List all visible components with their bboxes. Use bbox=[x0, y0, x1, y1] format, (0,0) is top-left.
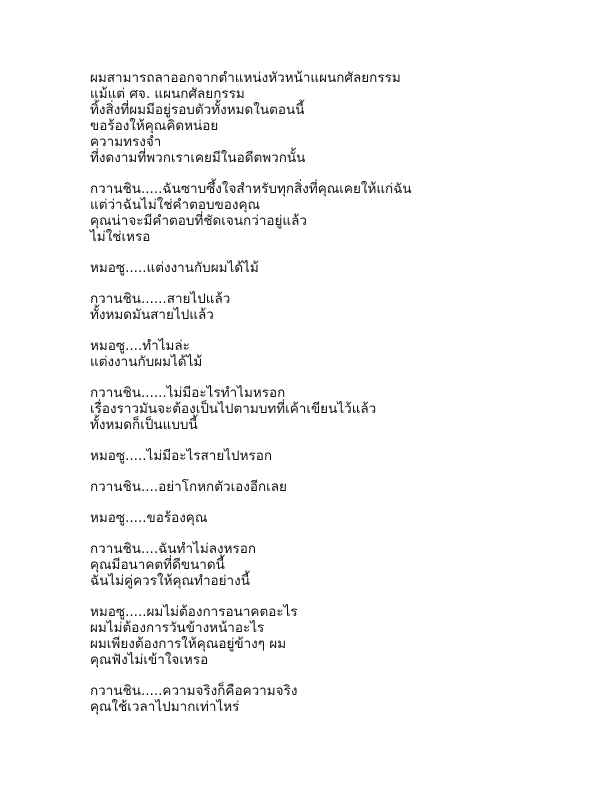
text-line: หมอซู.....แต่งงานกับผมได้ไม้ bbox=[90, 260, 259, 276]
text-line: กวานชิน......สายไปแล้ว bbox=[90, 291, 231, 307]
text-line: ไม่ใช่เหรอ bbox=[90, 229, 151, 245]
text-line: กวานชิน....อย่าโกหกตัวเองอีกเลย bbox=[90, 479, 287, 495]
text-line: ผมเพียงต้องการให้คุณอยู่ข้างๆ ผม bbox=[90, 636, 287, 652]
text-line: กวานชิน.....ฉันซาบซึ้งใจสำหรับทุกสิ่งที่คุณเคยให้แก่ฉัน bbox=[90, 181, 412, 197]
text-line: แต่งงานกับผมได้ไม้ bbox=[90, 354, 203, 370]
text-line: ความทรงจำ bbox=[90, 134, 162, 150]
text-paragraph bbox=[90, 181, 550, 245]
text-paragraph bbox=[90, 541, 550, 589]
text-line: ฉันไม่คู่ควรให้คุณทำอย่างนี้ bbox=[90, 573, 250, 589]
text-line: แต่ว่าฉันไม่ใช่คำตอบของคุณ bbox=[90, 197, 261, 213]
dialogue-text bbox=[90, 70, 550, 715]
text-line: หมอซู.....ขอร้องคุณ bbox=[90, 510, 208, 526]
text-paragraph bbox=[90, 448, 550, 464]
text-line: คุณฟังไม่เข้าใจเหรอ bbox=[90, 652, 209, 668]
text-line: เรื่องราวมันจะต้องเป็นไปตามบทที่เค้าเขียนไว้แล้ว bbox=[90, 401, 377, 417]
text-paragraph bbox=[90, 479, 550, 495]
text-line: กวานชิน......ไม่มีอะไรทำไมหรอก bbox=[90, 385, 286, 401]
document-page bbox=[90, 70, 550, 730]
text-paragraph bbox=[90, 510, 550, 526]
text-line: ทั้งหมดก็เป็นแบบนี้ bbox=[90, 417, 198, 433]
text-paragraph bbox=[90, 338, 550, 370]
text-line: ขอร้องให้คุณคิดหน่อย bbox=[90, 118, 219, 134]
text-paragraph bbox=[90, 604, 550, 668]
text-line: หมอซู....ทำไมล่ะ bbox=[90, 338, 190, 354]
text-line: กวานชิน.....ความจริงก็คือความจริง bbox=[90, 683, 298, 699]
text-line: กวานชิน....ฉันทำไม่ลงหรอก bbox=[90, 541, 257, 557]
text-line: ผมไม่ต้องการวันข้างหน้าอะไร bbox=[90, 620, 265, 636]
text-line: คุณน่าจะมีคำตอบที่ชัดเจนกว่าอยู่แล้ว bbox=[90, 213, 307, 229]
text-line: ทั้งหมดมันสายไปแล้ว bbox=[90, 307, 214, 323]
text-line: หมอซู.....ไม่มีอะไรสายไปหรอก bbox=[90, 448, 273, 464]
text-paragraph bbox=[90, 260, 550, 276]
text-line: ที่งดงามที่พวกเราเคยมีในอดีตพวกนั้น bbox=[90, 150, 306, 166]
text-paragraph bbox=[90, 291, 550, 323]
text-line: ผมสามารถลาออกจากตำแหน่งหัวหน้าแผนกศัลยกรรม bbox=[90, 70, 401, 86]
text-paragraph bbox=[90, 385, 550, 433]
text-line: แม้แต่ ศจ. แผนกศัลยกรรม bbox=[90, 86, 245, 102]
text-paragraph bbox=[90, 70, 550, 166]
text-line: คุณใช้เวลาไปมากเท่าไหร่ bbox=[90, 699, 240, 715]
text-paragraph bbox=[90, 683, 550, 715]
text-line: หมอซู.....ผมไม่ต้องการอนาคตอะไร bbox=[90, 604, 298, 620]
text-line: ทิ้งสิ่งที่ผมมีอยู่รอบตัวทั้งหมดในตอนนี้ bbox=[90, 102, 305, 118]
text-line: คุณมีอนาคตที่ดีขนาดนี้ bbox=[90, 557, 225, 573]
